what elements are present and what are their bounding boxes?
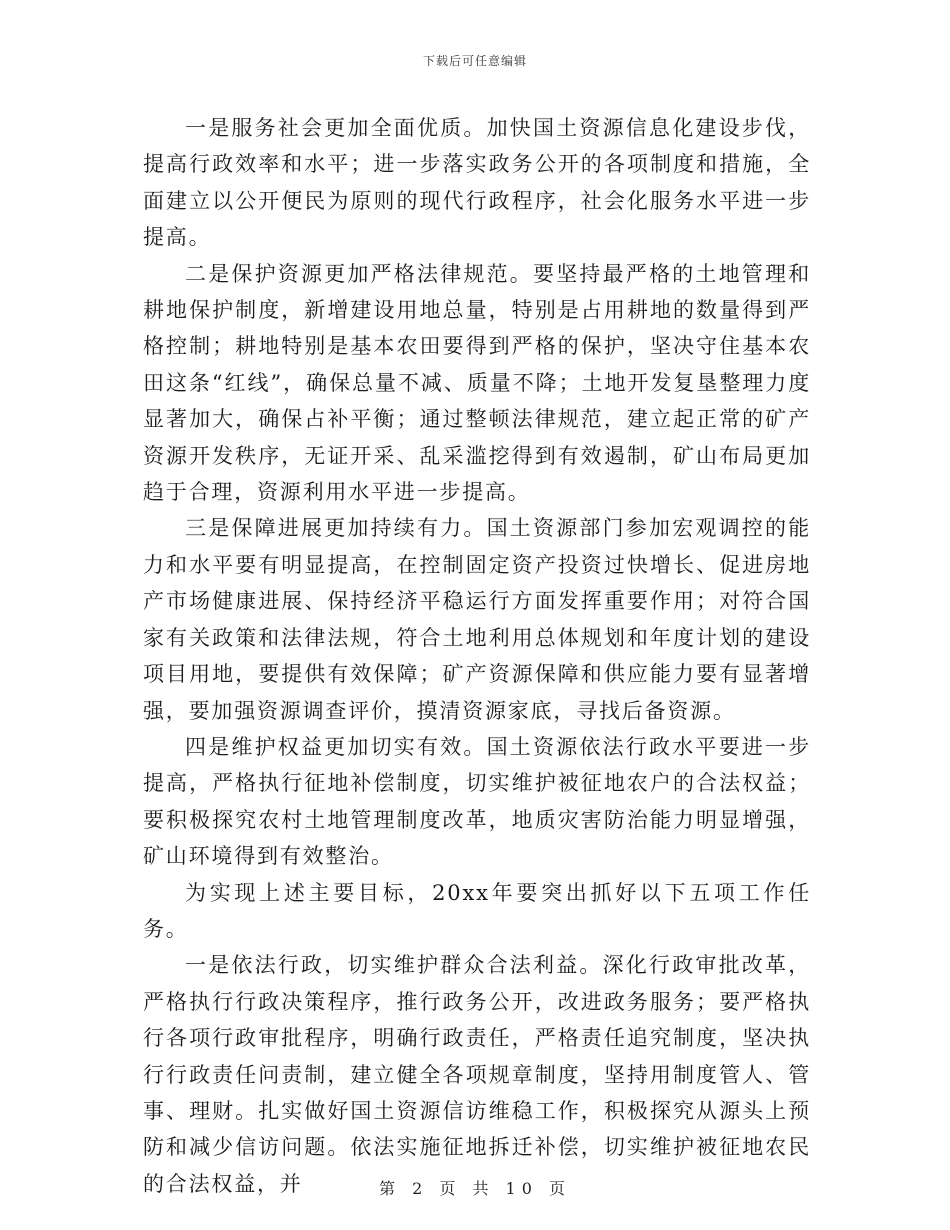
paragraph-3: 三是保障进展更加持续有力。国土资源部门参加宏观调控的能力和水平要有明显提高，在控制固定资产投资过快增长、促进房地产市场健康进展、保持经济平稳运行方面发挥重要作用；对符合国家有关政策和法律法规，符合土地利用总体规划和年度计划的建设项目用地，要提供有效保障；矿产资源保障和供应能力要有显著增强，要加强资源调查评价，摸清资源家底，寻找后备资源。: [143, 516, 811, 723]
paragraph-4: 四是维护权益更加切实有效。国土资源依法行政水平要进一步提高，严格执行征地补偿制度，切实维护被征地农户的合法权益；要积极探究农村土地管理制度改革，地质灾害防治能力明显增强，矿山环境得到有效整治。: [143, 734, 811, 869]
page-footer: 第 2 页 共 10 页: [379, 1179, 571, 1198]
paragraph-2: 二是保护资源更加严格法律规范。要坚持最严格的土地管理和耕地保护制度，新增建设用地总量，特别是占用耕地的数量得到严格控制；耕地特别是基本农田要得到严格的保护，坚决守住基本农田这条“红线”，确保总量不减、质量不降；土地开发复垦整理力度显著加大，确保占补平衡；通过整顿法律规范，建立起正常的矿产资源开发秩序，无证开采、乱采滥挖得到有效遏制，矿山布局更加趋于合理，资源利用水平进一步提高。: [143, 261, 811, 505]
document-body: [143, 110, 811, 1202]
page-header: 下载后可任意编辑: [422, 54, 527, 68]
paragraph-1: 一是服务社会更加全面优质。加快国土资源信息化建设步伐，提高行政效率和水平；进一步落实政务公开的各项制度和措施，全面建立以公开便民为原则的现代行政程序，社会化服务水平进一步提高。: [143, 116, 811, 250]
paragraph-6: 一是依法行政，切实维护群众合法利益。深化行政审批改革，严格执行行政决策程序，推行政务公开，改进政务服务；要严格执行各项行政审批程序，明确行政责任，严格责任追究制度，坚决执行行政责任问责制，建立健全各项规章制度，坚持用制度管人、管事、理财。扎实做好国土资源信访维稳工作，积极探究从源头上预防和减少信访问题。依法实施征地拆迁补偿，切实维护被征地农民的合法权益，并: [143, 953, 811, 1196]
paragraph-5: 为实现上述主要目标，20xx年要突出抓好以下五项工作任务。: [143, 880, 811, 941]
